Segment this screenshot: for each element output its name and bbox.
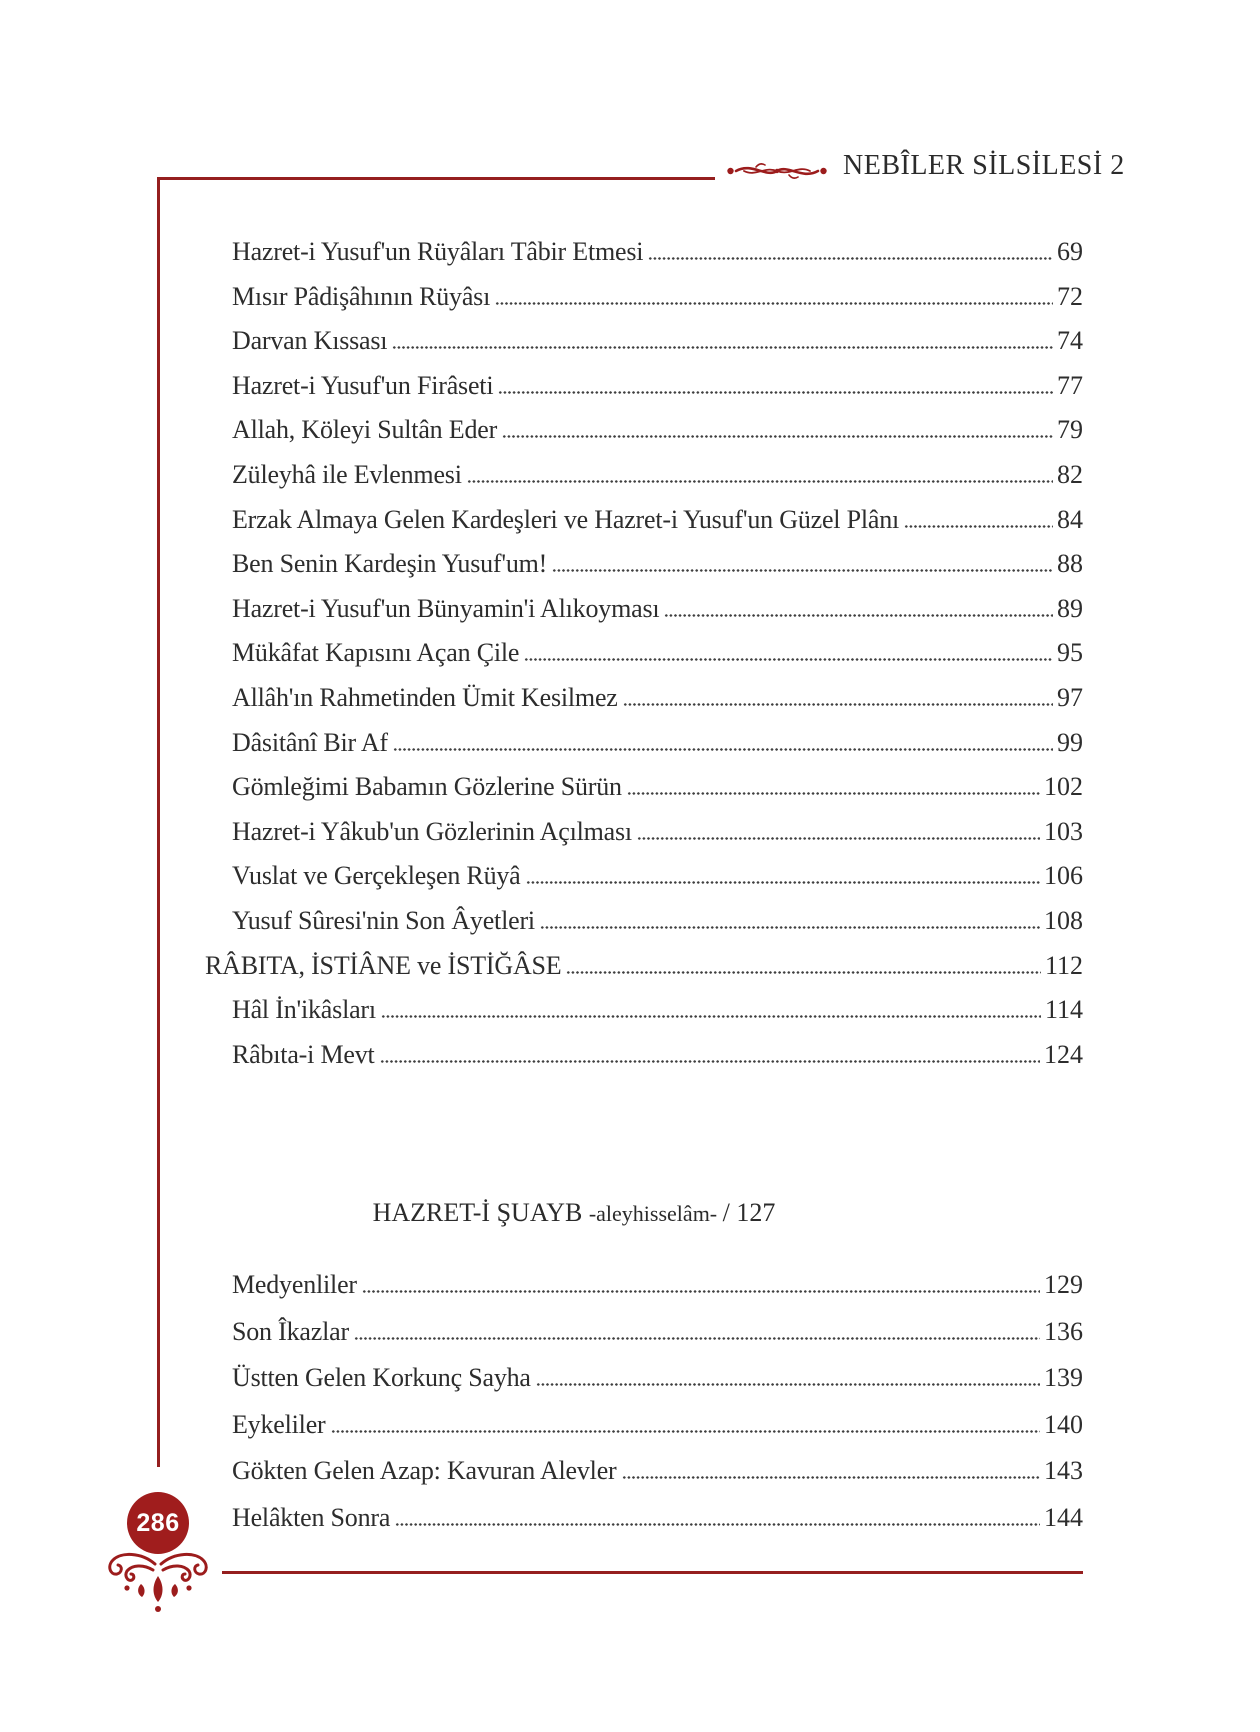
toc-entry-page: 79 [1057,415,1083,445]
toc-entry-page: 143 [1044,1456,1083,1486]
toc-entry [205,542,1083,587]
toc-dotted-leader [664,614,1053,617]
toc-entry-label: Hazret-i Yâkub'un Gözlerinin Açılması [232,816,632,846]
toc-dotted-leader [392,346,1053,349]
section-heading [205,1198,1083,1228]
toc-entry [205,631,1083,676]
toc-entry-page: 69 [1057,237,1083,266]
toc-entry [205,587,1083,632]
toc-entry [205,1448,1083,1495]
toc-entry-label: Erzak Almaya Gelen Kardeşleri ve Hazret-i Yusuf'un Güzel Plânı [232,504,900,534]
toc-entry [205,498,1083,543]
toc-entry [205,1495,1083,1542]
page-title: NEBÎLER SİLSİLESİ 2 [843,150,1125,181]
toc-dotted-leader [380,1060,1040,1063]
toc-dotted-leader [623,703,1053,706]
toc-dotted-leader [648,257,1053,260]
toc-dotted-leader [904,525,1053,528]
toc-entry-page: 74 [1057,326,1083,356]
toc-entry [205,765,1083,810]
toc-entry-page: 124 [1044,1039,1083,1069]
toc-entry [205,810,1083,855]
table-of-contents [205,0,1083,1732]
toc-dotted-leader [362,1290,1040,1293]
toc-entry-label: Vuslat ve Gerçekleşen Rüyâ [232,861,521,891]
toc-entry-label: Hâl İn'ikâsları [232,995,376,1025]
toc-entry-label: Helâkten Sonra [232,1502,391,1532]
toc-entry-label: Yusuf Sûresi'nin Son Âyetleri [232,905,535,935]
toc-entry-page: 114 [1044,995,1083,1025]
toc-entry [205,1309,1083,1356]
toc-dotted-leader [495,302,1053,305]
toc-entry [205,1262,1083,1309]
toc-entry-page: 72 [1057,281,1083,311]
toc-entry-page: 95 [1057,638,1083,668]
floral-flourish-icon [103,1550,213,1614]
toc-dotted-leader [524,658,1053,661]
left-margin-rule [157,177,160,1467]
toc-dotted-leader [498,391,1053,394]
toc-dotted-leader [627,792,1040,795]
toc-entry-page: 99 [1057,727,1083,757]
toc-entry-page: 102 [1044,772,1083,802]
toc-entry-page: 108 [1044,905,1083,935]
toc-entry [205,319,1083,364]
toc-entry-page: 129 [1044,1270,1083,1299]
toc-entry-label: Allâh'ın Rahmetinden Ümit Kesilmez [232,682,618,712]
toc-entry-page: 97 [1057,682,1083,712]
toc-entry-label: Eykeliler [232,1409,326,1439]
toc-dotted-leader [526,881,1040,884]
toc-entry [205,275,1083,320]
toc-entry-label: Hazret-i Yusuf'un Firâseti [232,370,494,400]
toc-entry-label: Gökten Gelen Azap: Kavuran Alevler [232,1456,617,1486]
toc-entry-label: Medyenliler [232,1270,357,1299]
toc-dotted-leader [552,569,1053,572]
toc-list-top [205,230,1083,1077]
section-heading-title: HAZRET-İ ŞUAYB [372,1198,583,1227]
toc-entry-label: Dâsitânî Bir Af [232,727,388,757]
toc-entry-page: 84 [1057,504,1083,534]
toc-entry-page: 82 [1057,459,1083,489]
toc-entry-label: RÂBITA, İSTİÂNE ve İSTİĞÂSE [205,950,562,980]
toc-entry [205,1355,1083,1402]
toc-entry [205,676,1083,721]
toc-entry-label: Darvan Kıssası [232,326,388,356]
toc-entry-page: 106 [1044,861,1083,891]
section-heading-page: / 127 [722,1198,776,1227]
toc-entry [205,854,1083,899]
toc-entry-label: Râbıta-i Mevt [232,1039,375,1069]
toc-dotted-leader [622,1476,1040,1479]
toc-entry-page: 112 [1044,950,1083,980]
toc-entry [205,944,1083,989]
page-number-badge [127,1492,189,1554]
toc-entry-label: Hazret-i Yusuf'un Rüyâları Tâbir Etmesi [232,237,644,266]
toc-entry-label: Gömleğimi Babamın Gözlerine Sürün [232,772,622,802]
toc-entry-label: Mısır Pâdişâhının Rüyâsı [232,281,491,311]
toc-entry-page: 139 [1044,1363,1083,1393]
toc-dotted-leader [502,435,1053,438]
toc-dotted-leader [331,1430,1041,1433]
toc-entry-page: 103 [1044,816,1083,846]
toc-entry-page: 136 [1044,1316,1083,1346]
toc-entry [205,988,1083,1033]
toc-entry [205,1033,1083,1078]
page-number: 286 [136,1508,180,1537]
toc-dotted-leader [637,837,1040,840]
toc-entry [205,1402,1083,1449]
toc-entry-page: 88 [1057,549,1083,579]
toc-entry-label: Üstten Gelen Korkunç Sayha [232,1363,531,1393]
toc-entry-label: Ben Senin Kardeşin Yusuf'um! [232,549,548,579]
toc-dotted-leader [395,1523,1040,1526]
section-heading-epithet: -aleyhisselâm- [588,1201,718,1226]
toc-entry-label: Züleyhâ ile Evlenmesi [232,459,462,489]
toc-dotted-leader [566,971,1040,974]
toc-dotted-leader [393,748,1053,751]
toc-entry-label: Allah, Köleyi Sultân Eder [232,415,498,445]
toc-dotted-leader [381,1015,1041,1018]
toc-dotted-leader [467,480,1053,483]
toc-entry-page: 144 [1044,1502,1083,1532]
toc-entry [205,408,1083,453]
toc-entry-page: 140 [1044,1409,1083,1439]
toc-entry-label: Son Îkazlar [232,1316,349,1346]
toc-entry [205,453,1083,498]
toc-entry-page: 89 [1057,593,1083,623]
toc-entry [205,721,1083,766]
toc-entry-label: Mükâfat Kapısını Açan Çile [232,638,520,668]
toc-entry-page: 77 [1057,370,1083,400]
toc-entry [205,230,1083,275]
toc-entry-label: Hazret-i Yusuf'un Bünyamin'i Alıkoyması [232,593,660,623]
toc-entry [205,364,1083,409]
toc-list-bottom [205,1262,1083,1542]
toc-dotted-leader [540,926,1040,929]
toc-dotted-leader [536,1383,1040,1386]
toc-entry [205,899,1083,944]
toc-dotted-leader [354,1337,1040,1340]
